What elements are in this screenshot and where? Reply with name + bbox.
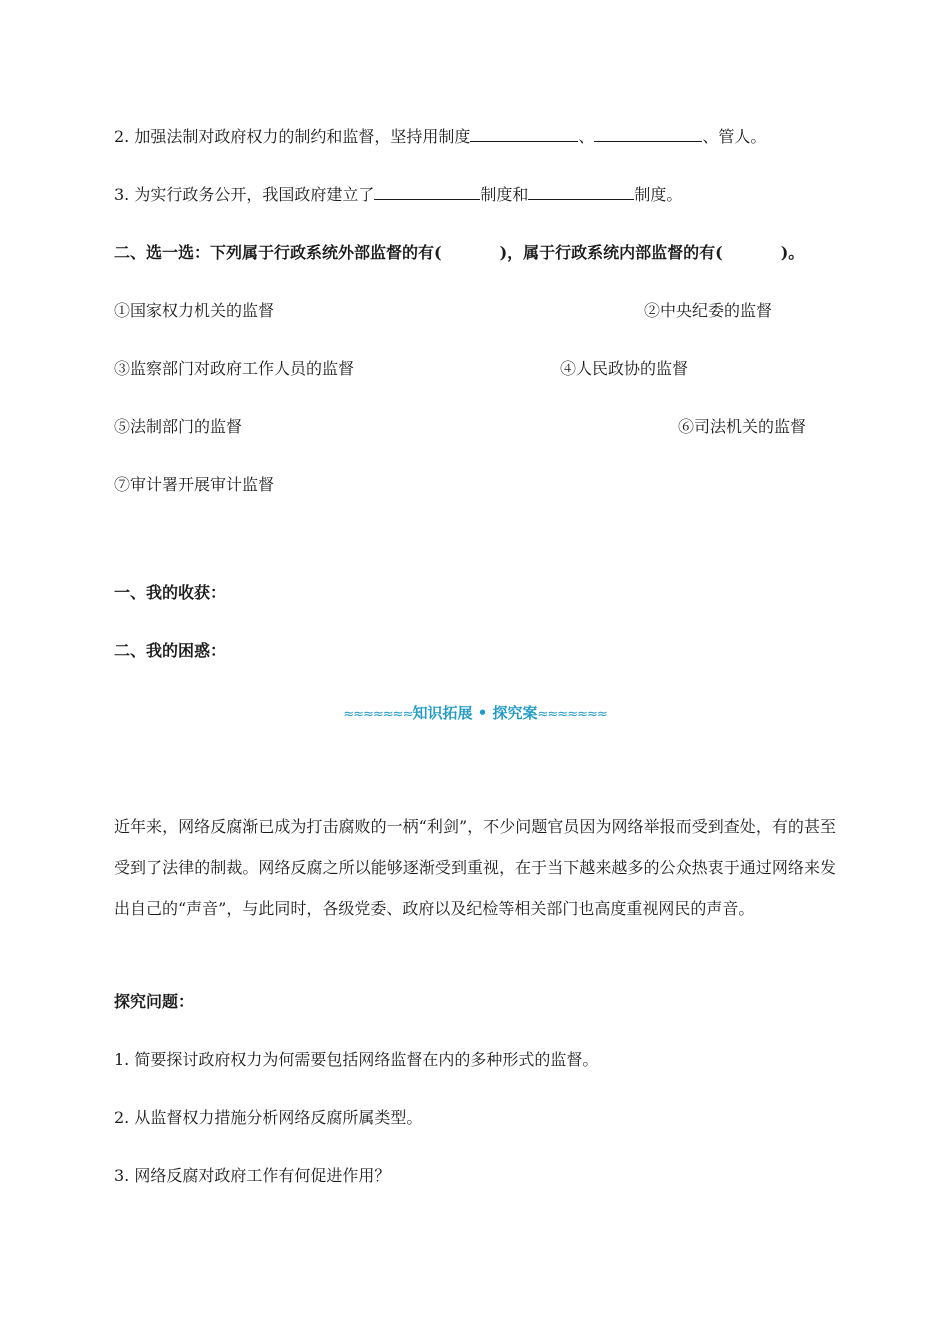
harvest-heading: 一、我的收获：: [114, 583, 227, 602]
option-item: ①国家权力机关的监督: [114, 301, 275, 320]
question-2: [114, 127, 766, 147]
explore-heading: 探究问题：: [114, 992, 195, 1011]
blank-field[interactable]: [470, 127, 578, 142]
option-item: ⑦审计署开展审计监督: [114, 475, 275, 494]
option-item: ④人民政协的监督: [560, 359, 689, 378]
choose-middle: )，属于行政系统内部监督的有(: [499, 243, 723, 262]
choose-suffix: )。: [780, 243, 805, 262]
question-3-text: 3. 为实行政务公开，我国政府建立了: [114, 185, 375, 204]
option-item: ②中央纪委的监督: [644, 301, 773, 320]
reading-paragraph: 近年来，网络反腐渐已成为打击腐败的一柄“利剑”，不少问题官员因为网络举报而受到查处，有的甚至受到了法律的制裁。网络反腐之所以能够逐渐受到重视，在于当下越来越多的公众热衷于通过网络来发出自己的“声音”，与此同时，各级党委、政府以及纪检等相关部门也高度重视网民的声音。: [114, 817, 836, 918]
confusion-heading: 二、我的困惑：: [114, 641, 227, 660]
choose-prefix: 二、选一选：下列属于行政系统外部监督的有(: [114, 243, 442, 262]
question-2-tail: 、管人。: [702, 127, 767, 146]
wave-decoration: ≈≈≈≈≈≈≈: [537, 707, 607, 722]
section-banner: [0, 703, 950, 725]
option-item: ③监察部门对政府工作人员的监督: [114, 359, 355, 378]
question-3-mid: 制度和: [480, 185, 529, 204]
question-3-tail: 制度。: [634, 185, 683, 204]
banner-title: 知识拓展 • 探究案: [412, 704, 538, 722]
choose-question: [114, 243, 804, 263]
blank-field[interactable]: [374, 185, 480, 200]
option-item: ⑥司法机关的监督: [678, 417, 807, 436]
blank-field[interactable]: [594, 127, 702, 142]
question-2-text: 2. 加强法制对政府权力的制约和监督，坚持用制度: [114, 127, 471, 146]
explore-question: 3. 网络反腐对政府工作有何促进作用？: [114, 1166, 391, 1185]
blank-field[interactable]: [528, 185, 634, 200]
wave-decoration: ≈≈≈≈≈≈≈: [343, 707, 413, 722]
option-item: ⑤法制部门的监督: [114, 417, 243, 436]
explore-question: 1. 简要探讨政府权力为何需要包括网络监督在内的多种形式的监督。: [114, 1050, 599, 1069]
explore-question: 2. 从监督权力措施分析网络反腐所属类型。: [114, 1108, 423, 1127]
question-3: [114, 185, 682, 205]
separator: 、: [578, 127, 595, 146]
